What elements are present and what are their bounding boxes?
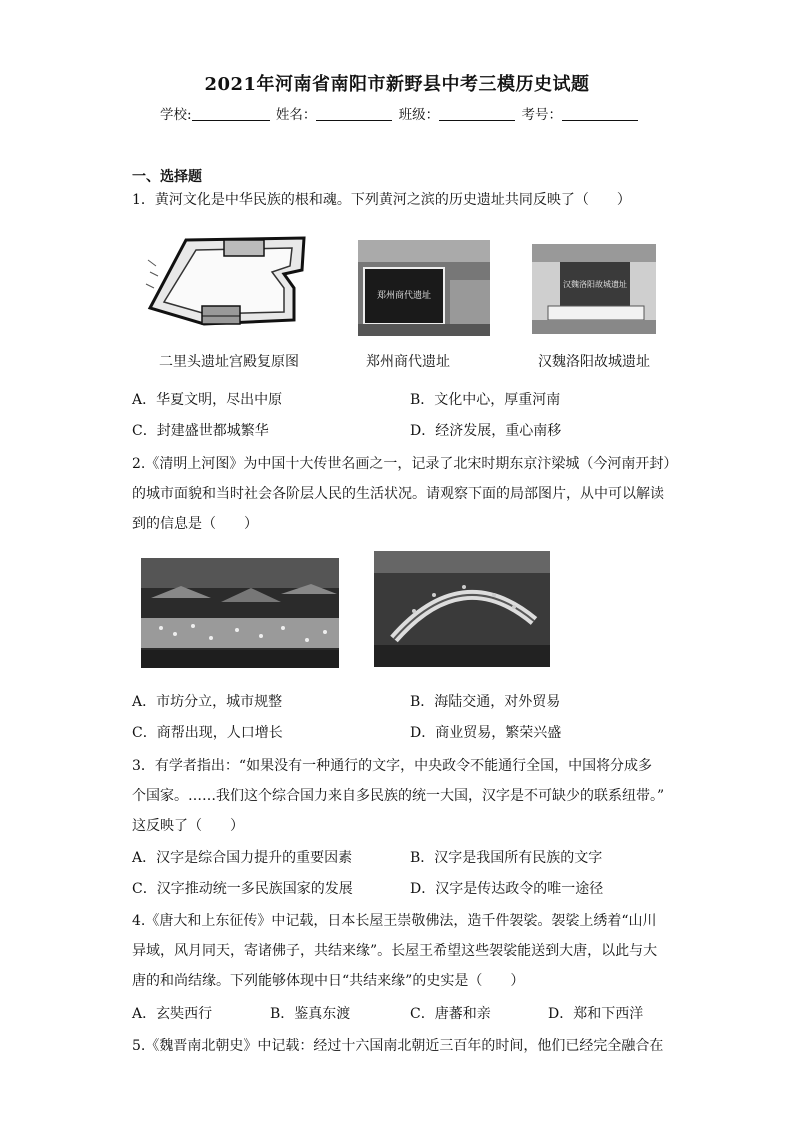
q3-line-1: 3．有学者指出：“如果没有一种通行的文字，中央政令不能通行全国，中国将分成多	[132, 758, 653, 774]
q2-option-a[interactable]: A．市坊分立，城市规整	[132, 694, 283, 710]
q4-option-d[interactable]: D．郑和下西洋	[548, 1006, 644, 1022]
q4-option-a[interactable]: A．玄奘西行	[132, 1006, 213, 1022]
zhengzhou-site-image	[358, 240, 490, 336]
school-label: 学校:	[160, 107, 192, 123]
class-field[interactable]	[439, 106, 515, 121]
class-label: 班级：	[398, 107, 440, 123]
q3-option-d[interactable]: D．汉字是传达政令的唯一途径	[410, 881, 604, 897]
q1-option-a[interactable]: A．华夏文明，尽出中原	[132, 392, 283, 408]
plaque-text-1: 郑州商代遗址	[376, 291, 432, 301]
q3-option-c[interactable]: C．汉字推动统一多民族国家的发展	[132, 881, 353, 897]
q3-option-a[interactable]: A．汉字是综合国力提升的重要因素	[132, 850, 353, 866]
caption-2: 郑州商代遗址	[366, 354, 450, 370]
qingming-detail-1-image	[141, 558, 339, 668]
q1-option-d[interactable]: D．经济发展，重心南移	[410, 423, 562, 439]
exam-no-label: 考号：	[521, 107, 562, 123]
q4-option-b[interactable]: B．鉴真东渡	[270, 1006, 351, 1022]
q4-option-c[interactable]: C．唐蕃和亲	[410, 1006, 491, 1022]
caption-1: 二里头遗址宫殿复原图	[159, 354, 299, 370]
q3-line-3: 这反映了（ ）	[132, 818, 244, 834]
question-5-stem	[132, 1031, 672, 1061]
school-field[interactable]	[192, 106, 270, 121]
erlitou-palace-image	[144, 232, 310, 330]
q4-line-3: 唐的和尚结缘。下列能够体现中日“共结来缘”的史实是（ ）	[132, 973, 525, 989]
caption-3: 汉魏洛阳故城遗址	[538, 354, 650, 370]
luoyang-city-image	[532, 244, 656, 334]
question-1-stem: 1．黄河文化是中华民族的根和魂。下列黄河之滨的历史遗址共同反映了（ ）	[132, 192, 631, 208]
q3-line-2: 个国家。……我们这个综合国力来自多民族的统一大国，汉字是不可缺少的联系纽带。”	[132, 788, 665, 804]
q3-option-b[interactable]: B．汉字是我国所有民族的文字	[410, 850, 603, 866]
q2-line-1: 2.《清明上河图》为中国十大传世名画之一，记录了北宋时期东京汴梁城（今河南开封）	[132, 456, 678, 472]
question-4-stem	[132, 906, 672, 996]
page-title: 2021年河南省南阳市新野县中考三模历史试题	[204, 74, 590, 95]
q4-line-1: 4.《唐大和上东征传》中记载，日本长屋王崇敬佛法，造千件袈裟。袈裟上绣着“山川	[132, 913, 657, 929]
question-3-stem	[132, 751, 672, 841]
q2-line-2: 的城市面貌和当时社会各阶层人民的生活状况。请观察下面的局部图片，从中可以解读	[132, 486, 664, 502]
question-2-stem	[132, 449, 678, 539]
name-field[interactable]	[316, 106, 392, 121]
q2-option-c[interactable]: C．商帮出现，人口增长	[132, 725, 283, 741]
qingming-detail-2-image	[374, 551, 550, 667]
q2-line-3: 到的信息是（ ）	[132, 516, 258, 532]
q1-option-c[interactable]: C．封建盛世都城繁华	[132, 423, 269, 439]
student-info-row	[160, 103, 640, 123]
section-heading: 一、选择题	[132, 169, 202, 185]
exam-no-field[interactable]	[562, 106, 638, 121]
name-label: 姓名：	[275, 107, 317, 123]
q2-option-d[interactable]: D．商业贸易，繁荣兴盛	[410, 725, 562, 741]
q1-option-b[interactable]: B．文化中心，厚重河南	[410, 392, 561, 408]
q4-line-2: 异域，风月同天，寄诸佛子，共结来缘”。长屋王希望这些袈裟能送到大唐，以此与大	[132, 943, 658, 959]
q2-option-b[interactable]: B．海陆交通，对外贸易	[410, 694, 561, 710]
plaque-text-2: 汉魏洛阳故城遗址	[563, 280, 627, 289]
q5-line-1: 5.《魏晋南北朝史》中记载：经过十六国南北朝近三百年的时间，他们已经完全融合在	[132, 1038, 664, 1054]
